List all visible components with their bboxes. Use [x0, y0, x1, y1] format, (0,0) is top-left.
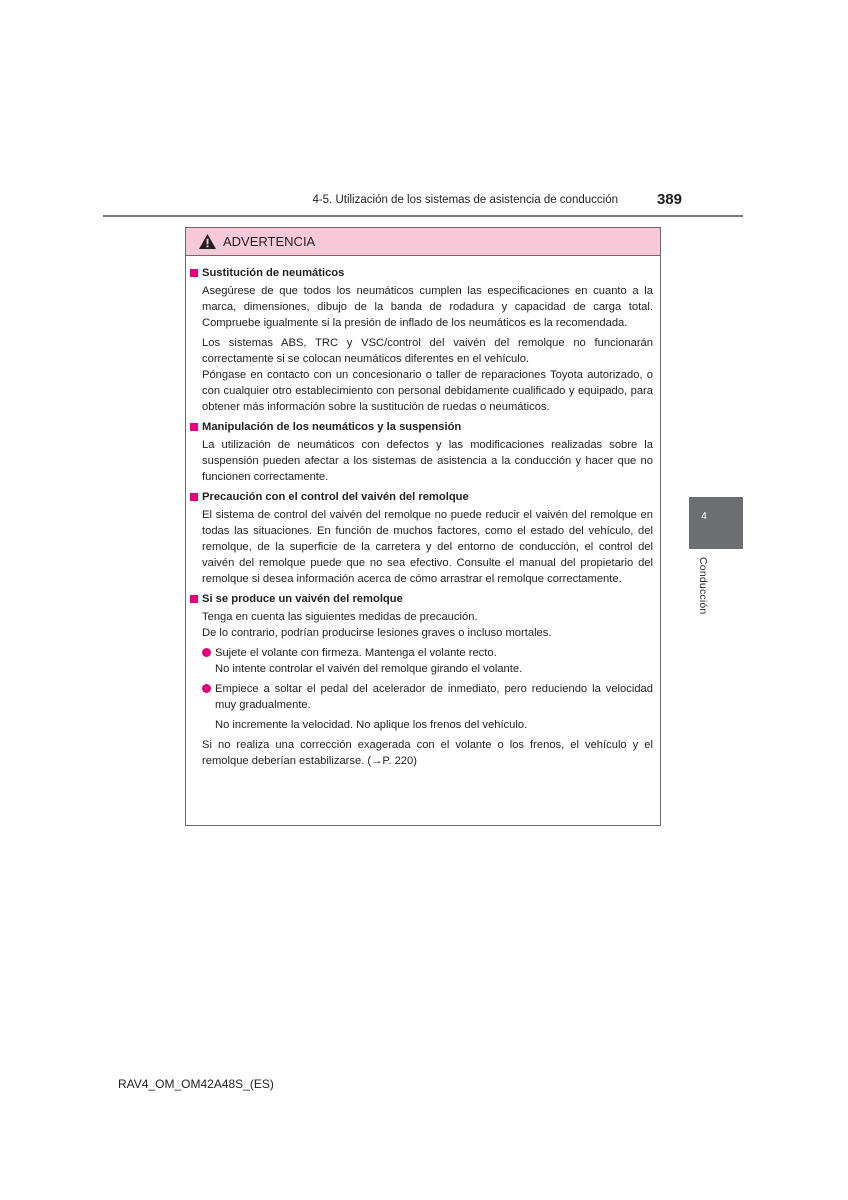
list-item-line: Empiece a soltar el pedal del acelerador de inmediato, pero reduciendo la velocidad muy gradualmente.: [215, 683, 653, 711]
page-number: 389: [656, 191, 682, 208]
paragraph: Asegúrese de que todos los neumáticos cumplen las especificaciones en cuanto a la marca, dimensiones, dibujo de la banda de rodadura y capacidad de carga total. Compruebe igualmente si la presión de inflado de los neumáticos es la recomendada.: [202, 285, 653, 329]
warning-triangle-icon: [198, 233, 217, 250]
section-heading-text: Sustitución de neumáticos: [202, 267, 345, 279]
section-heading: [190, 265, 653, 281]
square-bullet-icon: [190, 423, 198, 431]
section-heading: [190, 489, 653, 505]
warning-box: [185, 227, 661, 826]
document-code: RAV4_OM_OM42A48S_(ES): [118, 1077, 274, 1091]
square-bullet-icon: [190, 595, 198, 603]
paragraph: La utilización de neumáticos con defectos y las modificaciones realizadas sobre la suspensión pueden afectar a los sistemas de asistencia a la conducción y hacer que no funcionen correctamente.: [202, 439, 653, 483]
warning-body: [186, 256, 660, 769]
square-bullet-icon: [190, 269, 198, 277]
header-divider: [103, 215, 743, 217]
warning-header: [186, 228, 660, 256]
section-heading-text: Precaución con el control del vaivén del remolque: [202, 491, 469, 503]
list-item-content: [215, 681, 653, 733]
paragraph: De lo contrario, podrían producirse lesiones graves o incluso mortales.: [202, 627, 552, 639]
list-item-line: No incremente la velocidad. No aplique los frenos del vehículo.: [215, 719, 528, 731]
section-heading: [190, 591, 653, 607]
warning-title: ADVERTENCIA: [223, 234, 316, 249]
chapter-tab-number: 4: [701, 511, 707, 522]
paragraph: Si no realiza una corrección exagerada con el volante o los frenos, el vehículo y el remolque deberían estabilizarse. (→P. 220): [202, 739, 653, 767]
section-header-title: 4-5. Utilización de los sistemas de asistencia de conducción: [312, 194, 618, 206]
section-heading-text: Si se produce un vaivén del remolque: [202, 593, 403, 605]
list-item-line: Sujete el volante con firmeza. Mantenga el volante recto.: [215, 647, 497, 659]
paragraph: Póngase en contacto con un concesionario o taller de reparaciones Toyota autorizado, o con cualquier otro establecimiento con personal debidamente cualificado y equipado, para obtener más información sobre la sustitución de ruedas o neumáticos.: [202, 369, 653, 413]
section-heading-text: Manipulación de los neumáticos y la suspensión: [202, 421, 462, 433]
paragraph: El sistema de control del vaivén del remolque no puede reducir el vaivén del remolque en todas las situaciones. En función de muchos factores, como el estado del vehículo, del remolque, de la superficie de la carretera y del entorno de conducción, el control del vaivén del remolque puede que no sea efectivo. Consulte el manual del propietario del remolque si desea información acerca de cómo arrastrar el remolque correctamente.: [202, 509, 653, 585]
round-bullet-icon: [202, 684, 211, 693]
section-heading: [190, 419, 653, 435]
list-item-content: [215, 645, 653, 677]
list-item: [202, 645, 653, 677]
paragraph: Los sistemas ABS, TRC y VSC/control del vaivén del remolque no funcionarán correctamente si se colocan neumáticos diferentes en el vehículo.: [202, 337, 653, 365]
chapter-tab-label: Conducción: [697, 557, 709, 615]
square-bullet-icon: [190, 493, 198, 501]
list-item: [202, 681, 653, 733]
chapter-tab: [689, 497, 743, 549]
round-bullet-icon: [202, 648, 211, 657]
list-item-line: No intente controlar el vaivén del remolque girando el volante.: [215, 663, 523, 675]
paragraph: Tenga en cuenta las siguientes medidas de precaución.: [202, 611, 478, 623]
